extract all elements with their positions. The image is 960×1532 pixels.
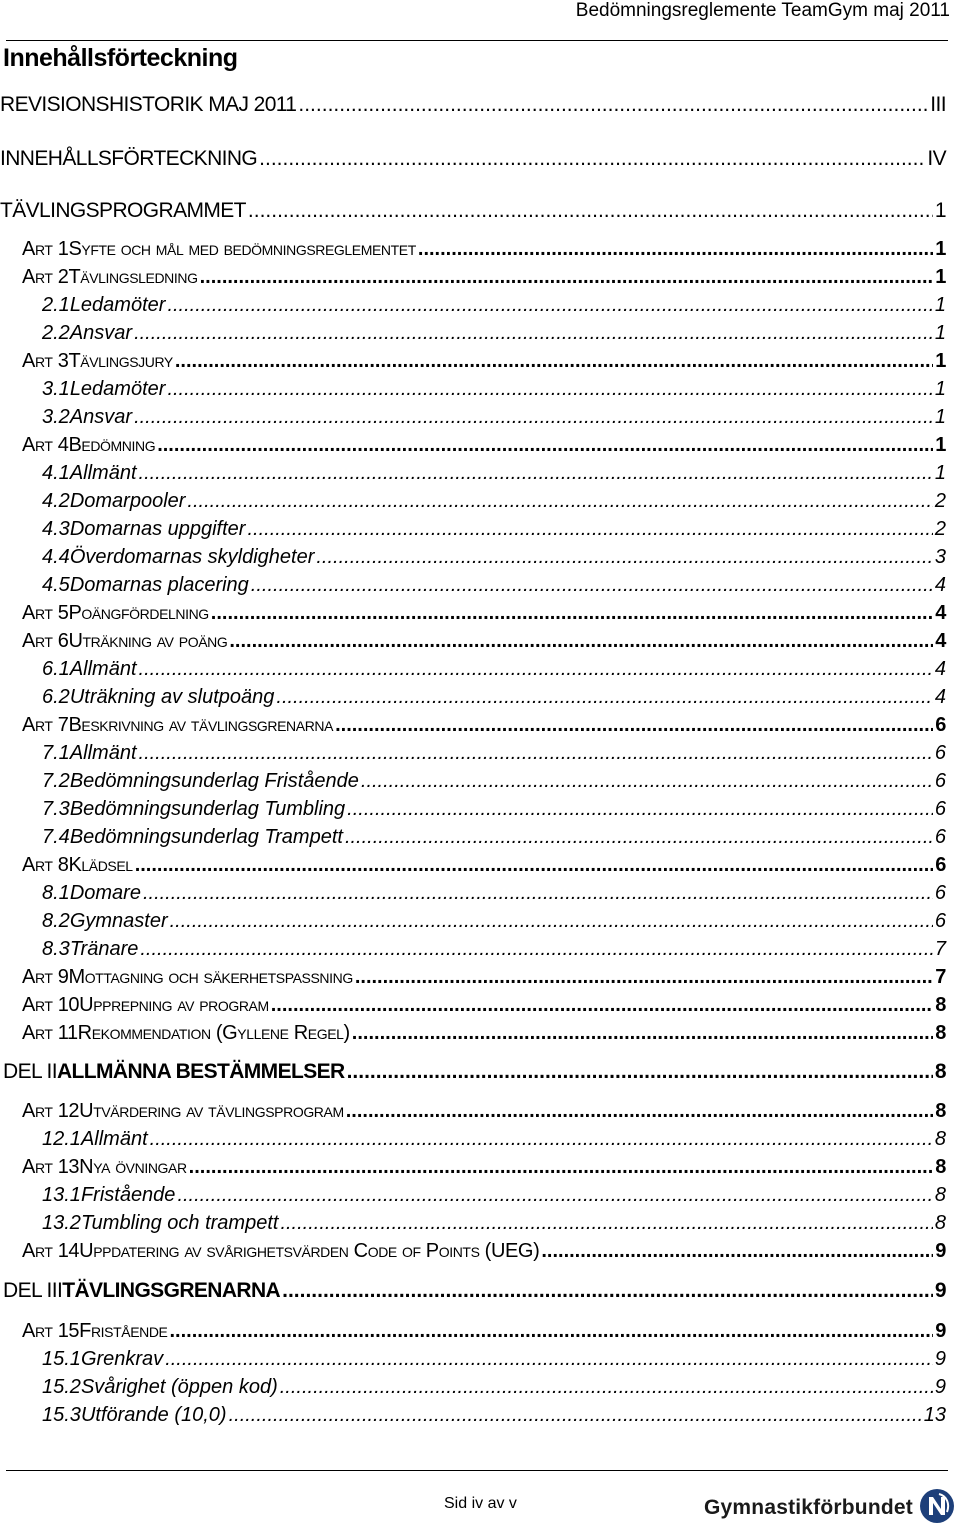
toc-page-number: 1 [935,350,946,372]
toc-page-number: IV [927,147,946,170]
toc-entry-title: Uträkning av slutpoäng [69,686,275,708]
toc-entry-title: Poängfördelning [68,602,209,624]
toc-dot-leader [251,574,933,597]
toc-page-number: 1 [934,378,946,400]
toc-entry[interactable] [0,742,946,770]
toc-entry-number: REVISIONSHISTORIK MAJ 2011 [0,93,297,116]
toc-entry-title: Klädsel [68,854,133,876]
toc-entry[interactable] [0,1100,946,1128]
toc-dot-leader [167,378,932,401]
toc-dot-leader [282,1279,933,1303]
toc-entry[interactable] [0,350,946,378]
toc-entry-title: Mottagning och säkerhetspassning [68,966,353,988]
toc-entry-title: Domarnas uppgifter [69,518,246,540]
toc-entry-title: Tumbling och trampett [80,1212,279,1234]
toc-dot-leader [335,714,933,737]
toc-dot-leader [276,686,932,709]
toc-dot-leader [165,1348,933,1371]
toc-entry-number: Art 4 [22,434,69,456]
toc-entry-title: Allmänt [69,742,137,764]
toc-entry-number: 7.3 [42,798,70,820]
toc-page-number: 6 [934,742,946,764]
toc-dot-leader [346,1100,934,1123]
toc-entry-number: Art 5 [22,602,69,624]
toc-entry-title: Grenkrav [80,1348,164,1370]
toc-entry[interactable] [0,1184,946,1212]
toc-entry-title: Syfte och mål med bedömningsreglementet [68,238,416,260]
toc-entry-number: Art 2 [22,266,69,288]
toc-dot-leader [347,1060,933,1084]
document-header-title: Bedömningsreglemente TeamGym maj 2011 [575,0,950,21]
toc-entry-number: 13.2 [42,1212,81,1234]
toc-entry-number: 7.4 [42,826,70,848]
toc-page-number: 8 [935,1022,946,1044]
toc-page-number: 8 [934,1128,946,1150]
toc-page-number: 1 [935,434,946,456]
toc-dot-leader [316,546,933,569]
toc-entry-title: Gymnaster [69,910,168,932]
toc-entry[interactable] [0,1404,946,1432]
toc-dot-leader [418,238,933,261]
toc-entry-title: Tävlingsjury [68,350,173,372]
toc-entry[interactable] [0,434,946,462]
toc-dot-leader [211,602,933,625]
toc-entry-title: Rekommendation (Gyllene Regel) [77,1022,350,1044]
toc-entry[interactable] [0,322,946,350]
toc-dot-leader [134,406,933,429]
toc-entry-number: 12.1 [42,1128,81,1150]
toc-dot-leader [139,462,933,485]
toc-page-number: 8 [934,1060,946,1083]
toc-entry-title: Tränare [69,938,139,960]
toc-entry-number: Art 3 [22,350,69,372]
toc-entry[interactable] [0,93,946,121]
toc-entry-title: Ledamöter [69,294,166,316]
toc-entry-title: Domarpooler [69,490,186,512]
toc-entry-number: Art 10 [22,994,80,1016]
toc-dot-leader [177,1184,932,1207]
toc-entry-title: Ansvar [69,406,133,428]
toc-entry-title: Tävlingsledning [68,266,198,288]
toc-dot-leader [280,1212,932,1235]
toc-entry[interactable] [0,854,946,882]
header-rule [6,40,948,41]
toc-page-number: 8 [935,1156,946,1178]
toc-entry[interactable] [0,462,946,490]
toc-entry-number: 8.2 [42,910,70,932]
toc-dot-leader [175,350,933,373]
toc-page-number: 9 [935,1240,946,1262]
toc-entry-number: 6.1 [42,658,70,680]
toc-dot-leader [345,826,933,849]
toc-page-number: 6 [934,798,946,820]
toc-entry[interactable] [0,938,946,966]
toc-entry-title: Ledamöter [69,378,166,400]
toc-entry-title: Bedömningsunderlag Fristående [69,770,359,792]
toc-entry-number: Art 11 [22,1022,78,1044]
toc-entry-number: 13.1 [42,1184,81,1206]
toc-page-number: 1 [934,322,946,344]
toc-entry-number: 8.1 [42,882,70,904]
toc-entry[interactable] [0,1279,946,1307]
toc-page-number: 4 [935,630,946,652]
toc-entry-number: 4.3 [42,518,70,540]
toc-entry-title: Upprepning av program [79,994,269,1016]
toc-page-number: 1 [934,406,946,428]
toc-page-number: 2 [934,518,946,540]
toc-entry-title: Uträkning av poäng [68,630,228,652]
footer-rule [6,1470,948,1471]
toc-entry-title: TÄVLINGSGRENARNA [62,1279,281,1302]
toc-dot-leader [347,798,933,821]
toc-entry[interactable] [0,1022,946,1050]
toc-page-number: 6 [935,854,946,876]
toc-page-number: 4 [934,574,946,596]
toc-entry[interactable] [0,1376,946,1404]
toc-page-number: 6 [934,826,946,848]
toc-entry[interactable] [0,518,946,546]
toc-entry-number: 3.1 [42,378,70,400]
toc-page-number: 9 [935,1320,946,1342]
toc-dot-leader [189,1156,934,1179]
toc-page-number: 1 [934,462,946,484]
toc-entry[interactable] [0,714,946,742]
page-number: Sid iv av v [444,1495,517,1512]
toc-entry-number: TÄVLINGSPROGRAMMET [0,199,246,222]
toc-entry-number: DEL II [3,1060,57,1083]
toc-entry-title: Utförande (10,0) [80,1404,227,1426]
toc-dot-leader [139,658,933,681]
toc-entry-number: 15.2 [42,1376,81,1398]
toc-page-number: 2 [934,490,946,512]
toc-dot-leader [140,938,933,961]
toc-dot-leader [361,770,933,793]
toc-page-number: 6 [934,910,946,932]
toc-entry-number: 8.3 [42,938,70,960]
toc-entry[interactable] [0,1156,946,1184]
toc-entry-title: Utvärdering av tävlingsprogram [79,1100,344,1122]
toc-entry-title: Nya övningar [79,1156,187,1178]
toc-dot-leader [170,1320,934,1343]
toc-page-number: 8 [934,1212,946,1234]
toc-entry-number: INNEHÅLLSFÖRTECKNING [0,147,258,170]
toc-entry-number: 15.1 [42,1348,81,1370]
toc-page-number: 8 [935,994,946,1016]
toc-entry-title: Bedömning [68,434,156,456]
toc-dot-leader [143,882,933,905]
toc-page-number: 4 [934,686,946,708]
toc-entry-title: Överdomarnas skyldigheter [69,546,315,568]
toc-entry-title: Svårighet (öppen kod) [80,1376,278,1398]
toc-page-number: 8 [935,1100,946,1122]
toc-entry-title: Ansvar [69,322,133,344]
toc-entry[interactable] [0,1060,946,1088]
toc-entry[interactable] [0,882,946,910]
toc-entry[interactable] [0,1128,946,1156]
toc-entry[interactable] [0,826,946,854]
toc-dot-leader [150,1128,933,1151]
toc-entry[interactable] [0,294,946,322]
toc-entry-title: Domarnas placering [69,574,249,596]
toc-entry-title: Allmänt [69,658,137,680]
toc-entry-number: 7.1 [42,742,70,764]
toc-page-number: 9 [934,1376,946,1398]
toc-entry[interactable] [0,630,946,658]
toc-entry-title: Fristående [80,1184,176,1206]
toc-entry-number: 4.5 [42,574,70,596]
toc-entry-number: 3.2 [42,406,70,428]
toc-entry-number: 4.2 [42,490,70,512]
toc-heading: Innehållsförteckning [3,44,238,72]
toc-entry-number: 4.1 [42,462,70,484]
toc-entry[interactable] [0,994,946,1022]
toc-entry[interactable] [0,574,946,602]
toc-entry[interactable] [0,1240,946,1268]
toc-entry-number: 6.2 [42,686,70,708]
toc-dot-leader [167,294,932,317]
toc-dot-leader [170,910,933,933]
toc-entry-title: Bedömningsunderlag Trampett [69,826,343,848]
toc-entry[interactable] [0,490,946,518]
toc-entry[interactable] [0,147,946,175]
toc-page-number: 1 [935,266,946,288]
toc-entry-number: Art 12 [22,1100,80,1122]
toc-entry[interactable] [0,770,946,798]
toc-entry-title: Domare [69,882,141,904]
toc-entry[interactable] [0,966,946,994]
toc-dot-leader [280,1376,933,1399]
toc-dot-leader [229,1404,922,1427]
toc-entry-number: Art 1 [22,238,69,260]
toc-entry[interactable] [0,658,946,686]
toc-dot-leader [298,93,928,117]
toc-entry-title: Allmänt [80,1128,148,1150]
toc-entry-number: Art 8 [22,854,69,876]
toc-dot-leader [271,994,934,1017]
toc-entry-number: Art 13 [22,1156,80,1178]
toc-page-number: 3 [934,546,946,568]
toc-page-number: 1 [934,199,946,222]
toc-entry-title: Bedömningsunderlag Tumbling [69,798,346,820]
toc-entry-number: 15.3 [42,1404,81,1426]
toc-dot-leader [541,1240,933,1263]
toc-entry-title: Fristående [79,1320,168,1342]
toc-page-number: 6 [935,714,946,736]
toc-entry[interactable] [0,686,946,714]
toc-entry-number: Art 9 [22,966,69,988]
gymnastikforbundet-logo [704,1488,955,1528]
toc-entry-number: 2.1 [42,294,70,316]
toc-entry[interactable] [0,1320,946,1348]
toc-dot-leader [229,630,933,653]
toc-entry-number: 2.2 [42,322,70,344]
toc-dot-leader [248,199,933,223]
toc-entry[interactable] [0,406,946,434]
toc-page-number: 7 [935,966,946,988]
toc-entry[interactable] [0,798,946,826]
toc-dot-leader [139,742,933,765]
toc-entry-title: Allmänt [69,462,137,484]
toc-entry[interactable] [0,266,946,294]
toc-dot-leader [157,434,933,457]
toc-entry-title: Uppdatering av svårighetsvärden Code of Points (UEG) [79,1240,540,1262]
toc-entry-number: 7.2 [42,770,70,792]
toc-entry[interactable] [0,378,946,406]
toc-dot-leader [135,854,934,877]
toc-page-number: 4 [934,658,946,680]
toc-page-number: 6 [934,770,946,792]
toc-dot-leader [352,1022,933,1045]
toc-page-number: 13 [923,1404,946,1426]
toc-dot-leader [355,966,933,989]
toc-entry[interactable] [0,546,946,574]
toc-page-number: 7 [934,938,946,960]
toc-page-number: 8 [934,1184,946,1206]
toc-page-number: 4 [935,602,946,624]
toc-dot-leader [134,322,933,345]
toc-dot-leader [187,490,932,513]
gymnastikforbundet-logo-icon [919,1488,955,1529]
toc-entry[interactable] [0,238,946,266]
toc-entry[interactable] [0,1212,946,1240]
toc-page-number: 9 [934,1279,946,1302]
toc-page-number: 1 [934,294,946,316]
toc-entry-number: Art 14 [22,1240,80,1262]
toc-entry-number: DEL III [3,1279,63,1302]
toc-entry-number: 4.4 [42,546,70,568]
toc-entry[interactable] [0,910,946,938]
toc-entry-number: Art 15 [22,1320,80,1342]
toc-entry-title: ALLMÄNNA BESTÄMMELSER [56,1060,345,1083]
toc-dot-leader [259,147,925,171]
toc-dot-leader [200,266,934,289]
toc-entry-title: Beskrivning av tävlingsgrenarna [68,714,334,736]
toc-entry[interactable] [0,602,946,630]
toc-page-number: 6 [934,882,946,904]
toc-page-number: 9 [934,1348,946,1370]
toc-page-number: 1 [935,238,946,260]
logo-text: Gymnastikförbundet [704,1496,913,1519]
toc-entry[interactable] [0,1348,946,1376]
toc-entry-number: Art 6 [22,630,69,652]
toc-entry-number: Art 7 [22,714,69,736]
toc-entry[interactable] [0,199,946,227]
toc-dot-leader [247,518,932,541]
toc-page-number: III [930,93,946,116]
